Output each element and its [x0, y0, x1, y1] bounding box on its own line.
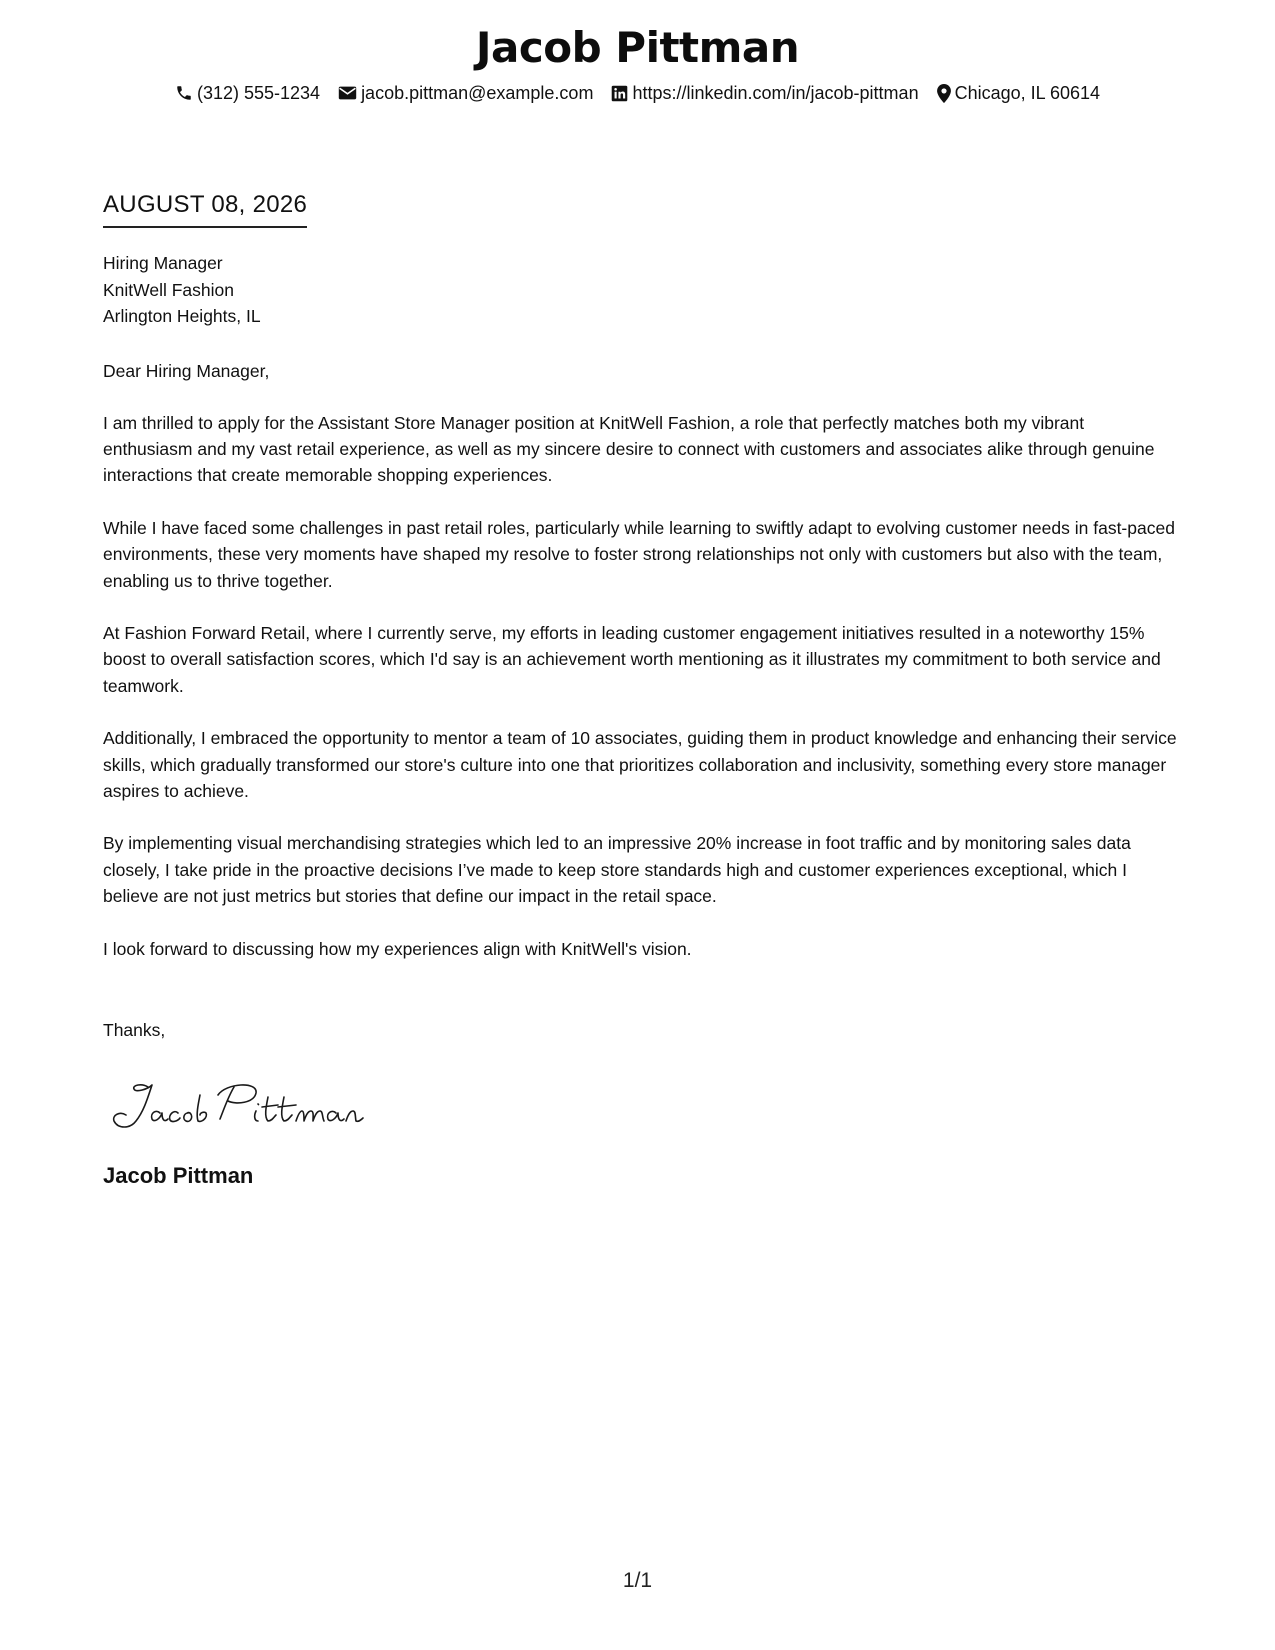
contact-email[interactable] — [338, 81, 593, 105]
closing: Thanks, — [103, 1020, 166, 1040]
recipient-title: Hiring Manager — [103, 253, 223, 273]
letter-body — [103, 410, 1178, 988]
body-paragraph: While I have faced some challenges in past retail roles, particularly while learning to swiftly adapt to evolving customer needs in fast-paced environments, these very moments have shaped my resolve to foster strong relationships not only with customers but also with the team, enabling us to thrive together. — [103, 518, 1175, 591]
recipient-company: KnitWell Fashion — [103, 279, 234, 300]
envelope-icon — [338, 85, 357, 101]
recipient-location: Arlington Heights, IL — [103, 306, 261, 326]
location-text: Chicago, IL 60614 — [954, 83, 1101, 103]
contact-linkedin[interactable] — [611, 81, 918, 105]
applicant-name: Jacob Pittman — [475, 23, 800, 72]
body-paragraph: At Fashion Forward Retail, where I currently serve, my efforts in leading customer engagement initiatives resulted in a noteworthy 15% boost to overall satisfaction scores, which I'd say is an achievement worth mentioning as it illustrates my commitment to both service and teamwork. — [103, 623, 1161, 696]
letter-date: AUGUST 08, 2026 — [103, 190, 307, 228]
salutation: Dear Hiring Manager, — [103, 361, 270, 381]
body-paragraph: Additionally, I embraced the opportunity to mentor a team of 10 associates, guiding them in product knowledge and enhancing their service skills, which gradually transformed our store's culture into one that prioritizes collaboration and inclusivity, something every store manager aspires to achieve. — [103, 728, 1177, 801]
linkedin-link[interactable]: https://linkedin.com/in/jacob-pittman — [632, 83, 919, 103]
contact-bar — [0, 80, 1275, 106]
body-paragraph: I look forward to discussing how my experiences align with KnitWell's vision. — [103, 938, 692, 959]
handwritten-signature — [108, 1075, 368, 1135]
map-pin-icon — [937, 84, 951, 103]
contact-phone — [175, 81, 320, 105]
email-link[interactable]: jacob.pittman@example.com — [361, 83, 594, 103]
contact-location — [937, 81, 1100, 105]
signer-name: Jacob Pittman — [103, 1163, 254, 1188]
page-number: 1/1 — [622, 1569, 653, 1592]
phone-text: (312) 555-1234 — [196, 83, 321, 103]
recipient-block — [103, 250, 261, 330]
phone-icon — [175, 84, 193, 102]
body-paragraph: By implementing visual merchandising strategies which led to an impressive 20% increase in foot traffic and by monitoring sales data closely, I take pride in the proactive decisions I’ve made to keep store standards high and customer experiences exceptional, which I believe are not just metrics but stories that define our impact in the retail space. — [103, 833, 1131, 906]
linkedin-icon — [611, 85, 628, 102]
body-paragraph: I am thrilled to apply for the Assistant Store Manager position at KnitWell Fashion, a role that perfectly matches both my vibrant enthusiasm and my vast retail experience, as well as my sincere desire to connect with customers and associates alike through genuine interactions that create memorable shopping experiences. — [103, 413, 1155, 486]
